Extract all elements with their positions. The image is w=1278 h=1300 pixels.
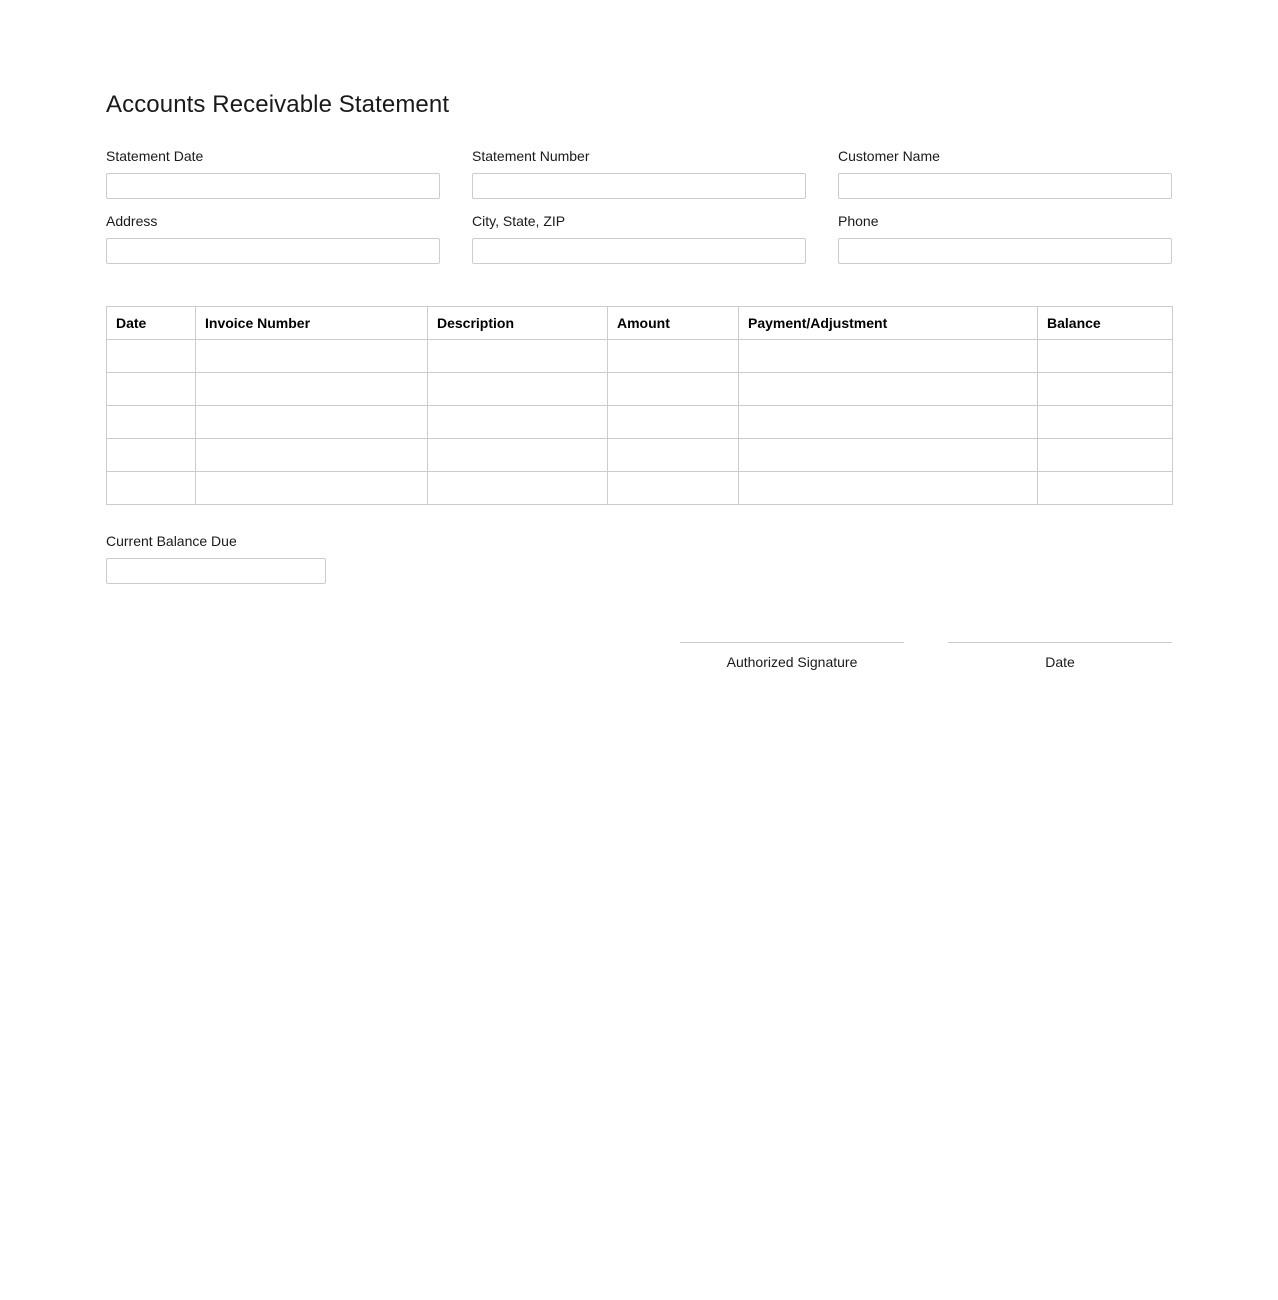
- table-row: [107, 439, 1173, 472]
- label-customer-name: Customer Name: [838, 148, 940, 164]
- customer-name-input[interactable]: [838, 173, 1172, 199]
- column-header-invoice-number: Invoice Number: [196, 307, 428, 340]
- cell-balance[interactable]: [1038, 406, 1173, 439]
- cell-balance[interactable]: [1038, 373, 1173, 406]
- current-balance-due-block: [106, 533, 1172, 584]
- cell-description[interactable]: [428, 373, 608, 406]
- table-row: [107, 472, 1173, 505]
- statement-number-input[interactable]: [472, 173, 806, 199]
- cell-invoice[interactable]: [196, 472, 428, 505]
- cell-invoice[interactable]: [196, 373, 428, 406]
- customer-info-form: [106, 148, 1172, 278]
- phone-input[interactable]: [838, 238, 1172, 264]
- statement-date-input[interactable]: [106, 173, 440, 199]
- label-statement-number: Statement Number: [472, 148, 590, 164]
- cell-amount[interactable]: [608, 472, 739, 505]
- city-state-zip-input[interactable]: [472, 238, 806, 264]
- cell-date[interactable]: [107, 373, 196, 406]
- cell-date[interactable]: [107, 340, 196, 373]
- form-field-statement-number: [472, 148, 806, 199]
- cell-amount[interactable]: [608, 406, 739, 439]
- cell-payment-adjustment[interactable]: [739, 472, 1038, 505]
- table-header-row: [107, 307, 1173, 340]
- column-header-payment-adjustment: Payment/Adjustment: [739, 307, 1038, 340]
- cell-description[interactable]: [428, 439, 608, 472]
- form-field-address: [106, 213, 440, 264]
- cell-payment-adjustment[interactable]: [739, 439, 1038, 472]
- form-field-statement-date: [106, 148, 440, 199]
- cell-payment-adjustment[interactable]: [739, 406, 1038, 439]
- table-row: [107, 373, 1173, 406]
- column-header-description: Description: [428, 307, 608, 340]
- cell-date[interactable]: [107, 439, 196, 472]
- form-field-city-state-zip: [472, 213, 806, 264]
- ledger-table-body: [107, 340, 1173, 505]
- label-statement-date: Statement Date: [106, 148, 204, 164]
- cell-amount[interactable]: [608, 340, 739, 373]
- cell-invoice[interactable]: [196, 406, 428, 439]
- cell-description[interactable]: [428, 472, 608, 505]
- table-row: [107, 340, 1173, 373]
- signature-row: [106, 642, 1172, 670]
- address-input[interactable]: [106, 238, 440, 264]
- page-title: Accounts Receivable Statement: [106, 91, 450, 118]
- cell-invoice[interactable]: [196, 439, 428, 472]
- cell-date[interactable]: [107, 472, 196, 505]
- ledger-table: [106, 306, 1173, 505]
- label-address: Address: [106, 213, 158, 229]
- label-city-state-zip: City, State, ZIP: [472, 213, 566, 229]
- authorized-signature-label: Authorized Signature: [726, 654, 858, 670]
- label-current-balance-due: Current Balance Due: [106, 533, 237, 549]
- current-balance-due-input[interactable]: [106, 558, 326, 584]
- label-phone: Phone: [838, 213, 879, 229]
- cell-balance[interactable]: [1038, 472, 1173, 505]
- column-header-date: Date: [107, 307, 196, 340]
- cell-amount[interactable]: [608, 439, 739, 472]
- cell-invoice[interactable]: [196, 340, 428, 373]
- form-field-phone: [838, 213, 1172, 264]
- ledger-table-wrapper: [106, 306, 1172, 505]
- signature-date-block: [948, 642, 1172, 670]
- table-row: [107, 406, 1173, 439]
- cell-balance[interactable]: [1038, 340, 1173, 373]
- cell-payment-adjustment[interactable]: [739, 373, 1038, 406]
- statement-page: [106, 0, 1172, 670]
- column-header-amount: Amount: [608, 307, 739, 340]
- column-header-balance: Balance: [1038, 307, 1173, 340]
- form-field-customer-name: [838, 148, 1172, 199]
- signature-date-label: Date: [1045, 654, 1075, 670]
- cell-date[interactable]: [107, 406, 196, 439]
- cell-description[interactable]: [428, 406, 608, 439]
- cell-amount[interactable]: [608, 373, 739, 406]
- cell-balance[interactable]: [1038, 439, 1173, 472]
- authorized-signature-block: [680, 642, 904, 670]
- cell-description[interactable]: [428, 340, 608, 373]
- cell-payment-adjustment[interactable]: [739, 340, 1038, 373]
